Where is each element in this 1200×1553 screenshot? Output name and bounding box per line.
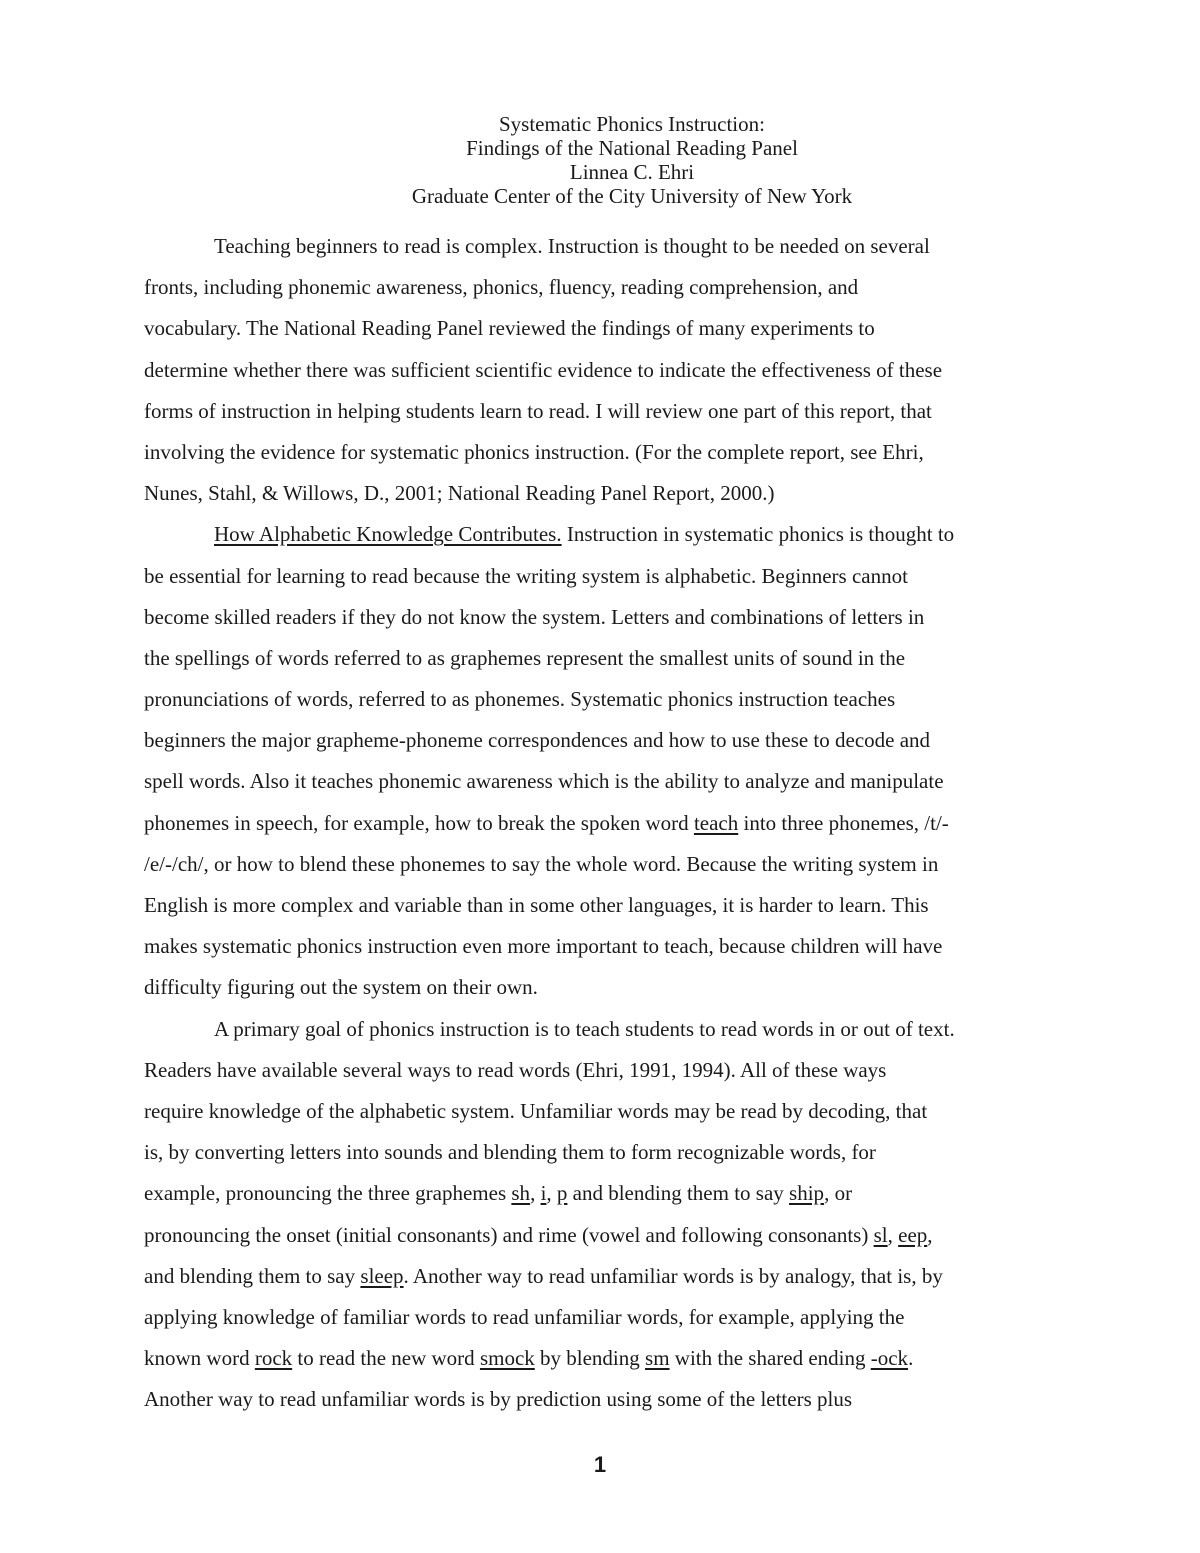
example-rime: -ock [870,1346,909,1371]
text-line: Another way to read unfamiliar words is by prediction using some of the letters plus [144,1387,853,1412]
text-line: English is more complex and variable than in some other languages, it is harder to learn. This [144,893,929,917]
example-rime: eep [898,1222,928,1247]
author-name: Linnea C. Ehri [569,160,695,184]
text-line: Teaching beginners to read is complex. Instruction is thought to be needed on several [214,234,930,258]
text-run: with the shared ending [669,1346,871,1371]
text-line [144,514,1059,555]
text-run: , [546,1181,557,1206]
example-word: smock [479,1346,535,1371]
text-line [144,1173,1059,1214]
document-title: Systematic Phonics Instruction: [499,112,765,136]
text-run: and blending them to say [567,1181,790,1206]
text-line: forms of instruction in helping students learn to read. I will review one part of this report, that [144,398,932,423]
text-line: difficulty figuring out the system on their own. [144,975,538,1000]
text-line [144,803,1059,844]
document-body [144,226,1059,1420]
text-line: beginners the major grapheme-phoneme correspondences and how to use these to decode and [144,728,931,753]
text-line: applying knowledge of familiar words to read unfamiliar words, for example, applying the [144,1304,905,1329]
text-line: A primary goal of phonics instruction is to teach students to read words in or out of text. [214,1016,955,1041]
text-run: to read the new word [292,1346,480,1371]
text-run: , or [824,1181,853,1206]
example-word: ship [789,1181,825,1206]
text-run: . Another way to read unfamiliar words is by analogy, that is, by [403,1263,943,1288]
text-line [144,1256,1059,1297]
text-run: . [908,1346,914,1371]
text-line: vocabulary. The National Reading Panel reviewed the findings of many experiments to [144,316,875,341]
text-run: by blending [534,1346,646,1371]
example-onset: sm [645,1346,670,1371]
text-line: the spellings of words referred to as graphemes represent the smallest units of sound in the [144,645,906,670]
text-line: /e/-/ch/, or how to blend these phonemes to say the whole word. Because the writing system in [144,851,939,876]
example-grapheme: p [556,1181,568,1206]
example-word: sleep [360,1263,404,1288]
text-line: fronts, including phonemic awareness, phonics, fluency, reading comprehension, and [144,275,859,300]
text-line: become skilled readers if they do not know the system. Letters and combinations of letters in [144,604,925,629]
text-run: known word [144,1346,255,1371]
text-line [144,1215,1059,1256]
example-word: rock [254,1346,293,1371]
text-line: pronunciations of words, referred to as phonemes. Systematic phonics instruction teaches [144,687,896,712]
author-affiliation: Graduate Center of the City University of New York [411,184,853,208]
text-line: determine whether there was sufficient scientific evidence to indicate the effectiveness of these [144,357,943,382]
document-subtitle: Findings of the National Reading Panel [466,136,798,160]
text-run: into three phonemes, /t/- [738,810,949,835]
example-onset: sl [873,1222,888,1247]
example-grapheme: i [540,1181,547,1206]
text-line: spell words. Also it teaches phonemic awareness which is the ability to analyze and manipulate [144,769,944,794]
text-line: Nunes, Stahl, & Willows, D., 2001; National Reading Panel Report, 2000.) [144,481,775,506]
text-run: example, pronouncing the three graphemes [144,1181,512,1206]
text-line: involving the evidence for systematic phonics instruction. (For the complete report, see Ehri, [144,439,924,464]
text-line: be essential for learning to read because the writing system is alphabetic. Beginners cannot [144,563,908,588]
text-line: Readers have available several ways to read words (Ehri, 1991, 1994). All of these ways [144,1057,887,1082]
text-run: , [530,1181,541,1206]
text-run: , [887,1222,899,1247]
text-line: require knowledge of the alphabetic system. Unfamiliar words may be read by decoding, that [144,1098,928,1123]
text-run: pronouncing the onset (initial consonants) and rime (vowel and following consonants) [144,1222,874,1247]
text-run: and blending them to say [144,1263,361,1288]
example-word: teach [693,810,739,835]
document-header [0,112,1200,208]
page-number: 1 [593,1452,607,1477]
text-run: phonemes in speech, for example, how to break the spoken word [144,810,694,835]
text-run: , [927,1222,933,1247]
example-grapheme: sh [511,1181,531,1206]
text-run: Instruction in systematic phonics is thought to [561,522,955,547]
text-line [144,1338,1059,1379]
text-line: makes systematic phonics instruction even more important to teach, because children will have [144,934,943,959]
text-line: is, by converting letters into sounds and blending them to form recognizable words, for [144,1140,876,1165]
section-heading: How Alphabetic Knowledge Contributes. [214,522,562,547]
